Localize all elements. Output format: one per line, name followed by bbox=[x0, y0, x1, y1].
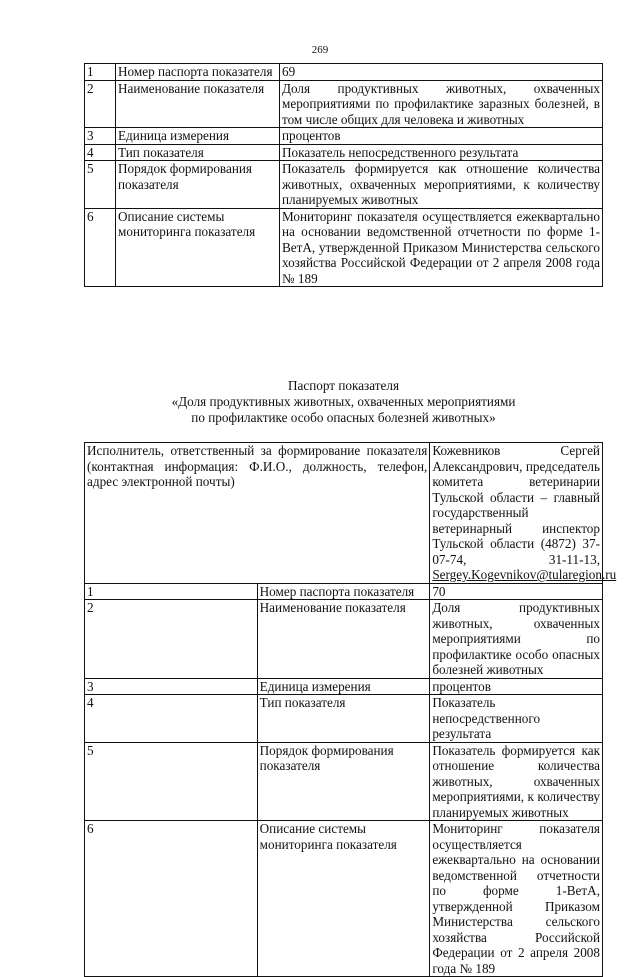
row-label: Единица измерения bbox=[116, 128, 280, 145]
row-number: 5 bbox=[85, 742, 258, 821]
row-value: 70 bbox=[430, 583, 603, 600]
executor-value bbox=[430, 443, 617, 584]
table-row bbox=[85, 144, 603, 161]
heading-subtitle-line-1: «Доля продуктивных животных, охваченных мероприятиями bbox=[171, 394, 516, 409]
row-value: Доля продуктивных животных, охваченных мероприятиями по профилактике заразных болезней, в том числе общих для человека и животных bbox=[280, 80, 603, 128]
executor-email-link[interactable]: Sergey.Kogevnikov@tularegion.ru bbox=[432, 567, 617, 582]
table-row bbox=[85, 695, 603, 743]
row-number: 2 bbox=[85, 80, 116, 128]
row-label: Порядок формирования показателя bbox=[257, 742, 430, 821]
row-label: Описание системы мониторинга показателя bbox=[257, 821, 430, 977]
row-value: Мониторинг показателя осуществляется ежеквартально на основании ведомственной отчетности по форме 1-ВетА, утвержденной Приказом Министерства сельского хозяйства Российской Федерации от 2 апреля 2008 года № 189 bbox=[280, 208, 603, 287]
row-value: Показатель непосредственного результата bbox=[280, 144, 603, 161]
row-label: Описание системы мониторинга показателя bbox=[116, 208, 280, 287]
table-row bbox=[85, 128, 603, 145]
table-row bbox=[85, 80, 603, 128]
table-row bbox=[85, 678, 603, 695]
executor-name-position: Кожевников Сергей Александрович, председатель комитета ветеринарии Тульской области – главный государственный ветеринарный инспектор Тульской области bbox=[432, 443, 600, 551]
row-number: 1 bbox=[85, 583, 258, 600]
row-number: 6 bbox=[85, 821, 258, 977]
row-label: Единица измерения bbox=[257, 678, 430, 695]
row-label: Наименование показателя bbox=[257, 600, 430, 679]
row-value: 69 bbox=[280, 64, 603, 81]
row-value: Показатель формируется как отношение количества животных, охваченных мероприятиями, к количеству планируемых животных bbox=[280, 161, 603, 209]
row-value: Показатель непосредственного результата bbox=[430, 695, 603, 743]
row-label: Номер паспорта показателя bbox=[257, 583, 430, 600]
table-row bbox=[85, 161, 603, 209]
heading-subtitle-line-2: по профилактике особо опасных болезней животных» bbox=[191, 410, 496, 425]
passport-heading bbox=[84, 378, 603, 426]
table-row bbox=[85, 208, 603, 287]
executor-phone: (4872) 37-07-74, 31-11-13, bbox=[432, 536, 600, 567]
table-row bbox=[85, 821, 603, 977]
row-label: Наименование показателя bbox=[116, 80, 280, 128]
row-value: процентов bbox=[280, 128, 603, 145]
row-value: процентов bbox=[430, 678, 603, 695]
table-row bbox=[85, 64, 603, 81]
indicator-passport-table-70 bbox=[84, 442, 617, 977]
executor-row bbox=[85, 443, 603, 584]
row-label: Номер паспорта показателя bbox=[116, 64, 280, 81]
row-number: 2 bbox=[85, 600, 258, 679]
row-value: Мониторинг показателя осуществляется ежеквартально на основании ведомственной отчетности по форме 1-ВетА, утвержденной Приказом Министерства сельского хозяйства Российской Федерации от 2 апреля 2008 года № 189 bbox=[430, 821, 603, 977]
row-label: Тип показателя bbox=[116, 144, 280, 161]
row-number: 4 bbox=[85, 695, 258, 743]
heading-title: Паспорт показателя bbox=[287, 378, 400, 393]
table-row bbox=[85, 742, 603, 821]
indicator-passport-table-69 bbox=[84, 63, 603, 287]
row-value: Показатель формируется как отношение количества животных, охваченных мероприятиями, к количеству планируемых животных bbox=[430, 742, 603, 821]
row-number: 4 bbox=[85, 144, 116, 161]
row-label: Порядок формирования показателя bbox=[116, 161, 280, 209]
row-number: 5 bbox=[85, 161, 116, 209]
table-row bbox=[85, 583, 603, 600]
table-row bbox=[85, 600, 603, 679]
row-label: Тип показателя bbox=[257, 695, 430, 743]
row-number: 6 bbox=[85, 208, 116, 287]
page-number: 269 bbox=[311, 44, 329, 56]
row-number: 3 bbox=[85, 678, 258, 695]
executor-label: Исполнитель, ответственный за формирование показателя (контактная информация: Ф.И.О., должность, телефон, адрес электронной почты) bbox=[85, 443, 430, 584]
row-number: 1 bbox=[85, 64, 116, 81]
row-value: Доля продуктивных животных, охваченных мероприятиями по профилактике особо опасных болезней животных bbox=[430, 600, 603, 679]
row-number: 3 bbox=[85, 128, 116, 145]
